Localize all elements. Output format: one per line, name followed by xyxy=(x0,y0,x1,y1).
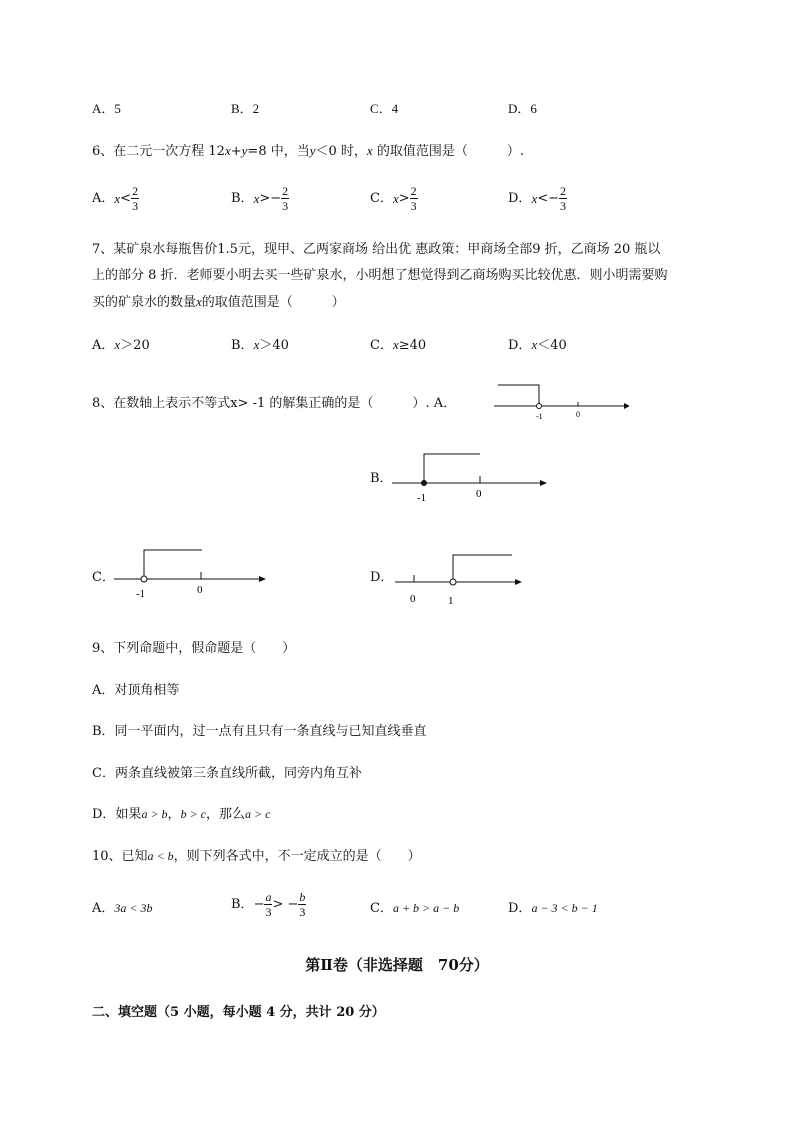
q8-option-a-numberline xyxy=(494,382,629,422)
open-point xyxy=(537,404,542,409)
tick-label: 0 xyxy=(576,410,580,419)
q5-option-d: D．6 xyxy=(508,101,537,116)
closed-point xyxy=(421,480,427,486)
tick-label: 0 xyxy=(197,584,203,596)
q8-option-b-label: B． xyxy=(370,471,393,486)
q9-stem: 9、下列命题中，假命题是（ ） xyxy=(92,641,296,656)
fraction: $\frac{2}{3}$ xyxy=(410,184,417,213)
q6-stem: 6、在二元一次方程 12x+y=8 中，当y＜0 时，x 的取值范围是（ ）. xyxy=(92,143,524,159)
q6-option-d: D． x < − $\frac{2}{3}$ xyxy=(508,184,567,213)
q5-option-b: B．2 xyxy=(231,101,260,116)
fraction: $\frac{b}{3}$ xyxy=(299,890,306,919)
q9-option-b: B．同一平面内，过一点有且只有一条直线与已知直线垂直 xyxy=(92,724,427,739)
q10-option-a: A．3a < 3b xyxy=(92,901,153,916)
section-subtitle: 二、填空题（5 小题，每小题 4 分，共计 20 分） xyxy=(92,1005,385,1020)
q9-option-d: D．如果a > b，b > c，那么a > c xyxy=(92,807,271,822)
tick-label: 0 xyxy=(410,593,416,605)
q5-option-c: C．4 xyxy=(370,101,399,116)
q6-option-a: A． x < $\frac{2}{3}$ xyxy=(92,184,139,213)
axis-arrow-icon xyxy=(624,403,629,409)
tick-label: -1 xyxy=(536,412,543,421)
q8-option-d-numberline xyxy=(395,552,527,607)
tick-label: 1 xyxy=(448,595,454,607)
fraction: $\frac{a}{3}$ xyxy=(265,890,272,919)
solution-ray xyxy=(498,385,539,403)
q7-option-b: B．x＞40 xyxy=(231,337,289,353)
q6-option-c: C． x > $\frac{2}{3}$ xyxy=(370,184,417,213)
tick-label: -1 xyxy=(136,588,146,600)
fraction: $\frac{2}{3}$ xyxy=(560,184,567,213)
q10-stem: 10、已知a < b，则下列各式中，不一定成立的是（ ） xyxy=(92,849,421,864)
fraction: $\frac{2}{3}$ xyxy=(132,184,139,213)
solution-ray xyxy=(453,555,512,579)
q7-stem-line3: 买的矿泉水的数量x的取值范围是（ ） xyxy=(92,294,345,310)
q6-option-b: B． x > − $\frac{2}{3}$ xyxy=(231,184,289,213)
open-point xyxy=(141,576,147,582)
q8-option-b-numberline xyxy=(392,450,552,505)
q7-option-a: A．x＞20 xyxy=(92,337,150,353)
q7-option-d: D．x＜40 xyxy=(508,337,567,353)
q5-option-a: A．5 xyxy=(92,101,121,116)
solution-ray xyxy=(424,454,480,481)
fraction: $\frac{2}{3}$ xyxy=(282,184,289,213)
q7-stem-line1: 7、某矿泉水每瓶售价1.5元，现甲、乙两家商场 给出优 惠政策：甲商场全部9 折，乙商场 20 瓶以 xyxy=(92,242,661,257)
axis-arrow-icon xyxy=(540,480,547,486)
q10-option-c: C．a + b > a − b xyxy=(370,901,460,916)
section-title: 第Ⅱ卷（非选择题 70分） xyxy=(305,956,489,974)
tick-label: 0 xyxy=(476,488,482,500)
q7-stem-line2: 上的部分 8 折．老师要小明去买一些矿泉水，小明想了想觉得到乙商场购买比较优惠．则小明需要购 xyxy=(92,268,668,283)
q9-option-a: A．对顶角相等 xyxy=(92,683,180,698)
q8-option-c-numberline xyxy=(114,546,274,601)
tick-label: -1 xyxy=(417,492,427,504)
q7-option-c: C．x≥40 xyxy=(370,337,427,353)
q10-option-d: D．a − 3 < b − 1 xyxy=(508,901,598,916)
axis-arrow-icon xyxy=(515,579,522,585)
q8-option-c-label: C． xyxy=(92,570,115,585)
open-point xyxy=(450,579,456,585)
q10-option-b: B． − $\frac{a}{3}$ > − $\frac{b}{3}$ xyxy=(231,890,306,919)
solution-ray xyxy=(144,550,202,576)
axis-arrow-icon xyxy=(259,576,266,582)
q9-option-c: C．两条直线被第三条直线所截，同旁内角互补 xyxy=(92,766,362,781)
q8-option-d-label: D． xyxy=(370,570,394,585)
q8-stem: 8、在数轴上表示不等式x> -1 的解集正确的是（ ）. A． xyxy=(92,396,457,411)
